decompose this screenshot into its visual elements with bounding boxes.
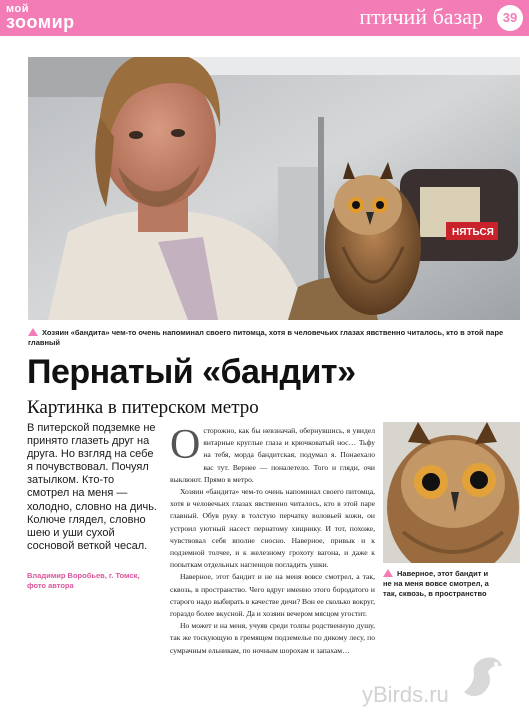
- drop-cap: О: [170, 422, 201, 468]
- metro-sign-text: НЯТЬСЯ: [452, 227, 494, 238]
- side-photo: [383, 422, 520, 563]
- magazine-logo: [6, 3, 146, 35]
- photo-owl-closeup: [383, 422, 520, 563]
- photo-man-with-owl-in-metro: [28, 57, 520, 320]
- page-header: [0, 0, 529, 38]
- main-photo-caption-text: Хозяин «бандита» чем-то очень напоминал своего питомца, хотя в человечьих глазах явственно читалось, кто в этой паре главный: [28, 328, 504, 347]
- article-byline: Владимир Воробьев, г. Томск, фото автора: [27, 571, 140, 590]
- main-photo: [28, 57, 520, 320]
- article-lead: В питерской подземке не принято глазеть друг на друга. Но взгляд на себе я почувствовал. Почуял затылком. Кто-то смотрел на меня — холодно, словно на дичь. Колюче глядел, словно шею и уши сухой сосновой веткой чесал.: [27, 422, 157, 552]
- section-title: птичий базар: [359, 4, 483, 29]
- site-watermark: [362, 654, 512, 724]
- triangle-bullet-icon: [28, 328, 38, 336]
- body-paragraph-text: сторожно, как бы невзначай, обернувшись, я увидел янтарные круглые глаза и крючковатый нос… Тьфу на тебя, морда бандитская, подумал я. Понаехало вас тут. Вернее — поналетело. Того и гляди, очи выклюют. Прямо в метро.: [170, 426, 375, 484]
- article-headline: Пернатый «бандит»: [27, 353, 356, 391]
- watermark-text: yBirds.ru: [362, 682, 449, 707]
- body-paragraph: Хозяин «бандита» чем-то очень напоминал своего питомца, хотя в человечьих глазах явственно читалось, кто в этой паре главный. Обув руку в толстую перчатку воловьей кожи, он устроил уютный насест пернатому хищнику. И тот, похоже, чувствовал себя вполне сносно. Наверное, привык и к подземной толчее, и к железному грохоту вагона, и даже к попыткам отдельных нагленцов погладить ушки.: [170, 487, 375, 570]
- logo-big-text: зоомир: [6, 12, 75, 32]
- article-body: [170, 422, 375, 657]
- logo-small-text: мой: [6, 3, 29, 15]
- page-number-badge: 39: [497, 5, 523, 31]
- side-photo-caption: [383, 569, 493, 599]
- article-subhead: Картинка в питерском метро: [27, 397, 259, 418]
- bird-silhouette-icon: [452, 654, 512, 704]
- body-paragraph: [170, 422, 375, 486]
- body-paragraph: Наверное, этот бандит и не на меня вовсе смотрел, а так, сквозь, в пространство. Чего вдруг именно этого бородатого и старого надо выбирать в качестве дичи? Вон ее сколько вокруг, гораздо более вкусной. Да и хозяин вечером мясцом угостит.: [170, 572, 375, 619]
- triangle-bullet-icon: [383, 569, 393, 577]
- body-paragraph: Но может и на меня, учуяв среди толпы родственную душу, так же тоскующую в гремящем подземелье по дикому лесу, по сумрачным ельникам, по ночным шорохам и запахам…: [170, 621, 375, 655]
- side-photo-caption-text: Наверное, этот бандит и не на меня вовсе смотрел, а так, сквозь, в пространство: [383, 569, 489, 598]
- main-photo-caption: [28, 328, 508, 348]
